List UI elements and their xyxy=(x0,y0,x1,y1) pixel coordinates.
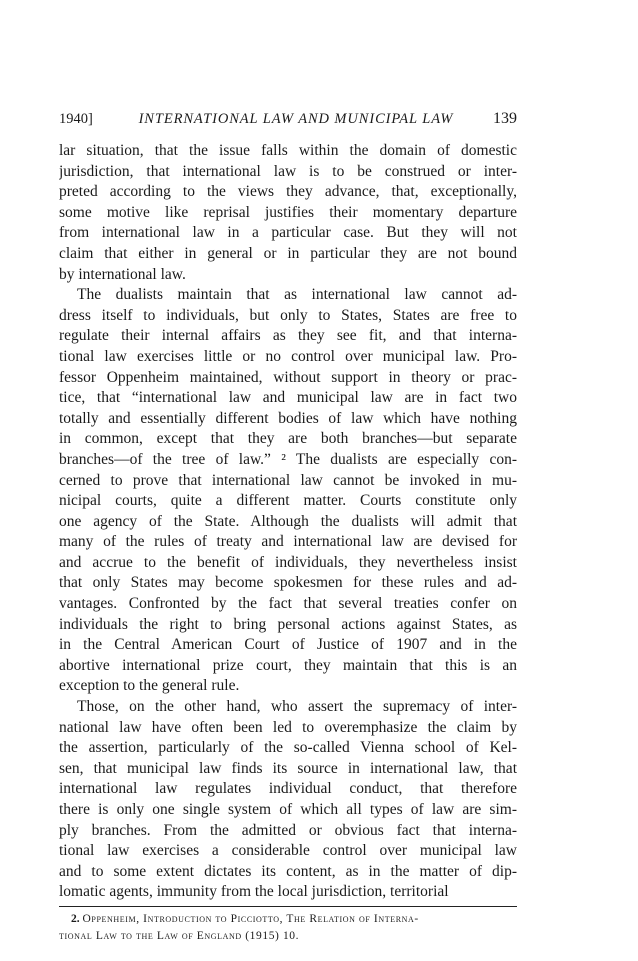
body-line: international law regulates individual conduct, that therefore xyxy=(59,780,517,798)
body-line: by international law. xyxy=(59,265,186,283)
body-line: jurisdiction, that international law is to be construed or inter- xyxy=(59,162,517,180)
body-line: branches—of the tree of law.” ² The dualists are especially con- xyxy=(59,450,517,468)
body-line: lar situation, that the issue falls within the domain of domestic xyxy=(59,142,517,159)
footnote-line-2 xyxy=(59,928,517,945)
body-line: there is only one single system of which all types of law are sim- xyxy=(59,801,517,818)
page-number: 139 xyxy=(493,110,517,127)
body-line: from international law in a particular case. But they will not xyxy=(59,224,517,242)
footnote-line-1 xyxy=(59,911,517,928)
body-line: preted according to the views they advance, that, exceptionally, xyxy=(59,183,517,201)
body-line: the assertion, particularly of the so-called Vienna school of Kel- xyxy=(59,739,517,757)
body-line: in common, except that they are both branches—but separate xyxy=(59,430,517,448)
body-line: dress itself to individuals, but only to States, States are free to xyxy=(59,306,517,324)
body-line: one agency of the State. Although the dualists will admit that xyxy=(59,512,517,530)
body-line: individuals the right to bring personal actions against States, as xyxy=(59,615,517,633)
page xyxy=(59,110,517,945)
body-line: national law have often been led to overemphasize the claim by xyxy=(59,718,517,736)
body-line: lomatic agents, immunity from the local jurisdiction, territorial xyxy=(59,883,449,901)
body-line: exception to the general rule. xyxy=(59,677,240,695)
body-line: and to some extent dictates its content, as in the matter of dip- xyxy=(59,862,517,880)
footnote-number: 2. xyxy=(71,912,80,925)
body-line: ply branches. From the admitted or obvious fact that interna- xyxy=(59,821,517,839)
body-line: and accrue to the benefit of individuals, they nevertheless insist xyxy=(59,553,517,571)
body-line: tional law exercises little or no control over municipal law. Pro- xyxy=(59,347,517,365)
footnote-divider xyxy=(59,906,517,907)
body-line: sen, that municipal law finds its source in international law, that xyxy=(59,759,517,777)
body-line: that only States may become spokesmen for these rules and ad- xyxy=(59,574,517,592)
header-title: INTERNATIONAL LAW AND MUNICIPAL LAW xyxy=(138,111,454,127)
body-line: nicipal courts, quite a different matter. Courts constitute only xyxy=(59,492,517,510)
body-line: vantages. Confronted by the fact that several treaties confer on xyxy=(59,595,517,613)
footnote xyxy=(59,911,517,945)
body-line: fessor Oppenheim maintained, without support in theory or prac- xyxy=(59,368,517,386)
body-line: totally and essentially different bodies of law which have nothing xyxy=(59,409,517,427)
running-head xyxy=(59,110,517,128)
body-line: Those, on the other hand, who assert the supremacy of inter- xyxy=(77,698,517,716)
body-line: abortive international prize court, they maintain that this is an xyxy=(59,656,517,674)
body-line: regulate their internal affairs as they see fit, and that interna- xyxy=(59,327,517,345)
body-line: some motive like reprisal justifies their momentary departure xyxy=(59,203,517,221)
body-text xyxy=(59,141,517,903)
header-year: 1940] xyxy=(59,111,93,127)
body-line: in the Central American Court of Justice of 1907 and in the xyxy=(59,636,517,654)
footnote-text-2: tional Law to the Law of England (1915) 10. xyxy=(59,929,300,942)
body-line: tional law exercises a considerable control over municipal law xyxy=(59,842,517,860)
body-line: tice, that “international law and municipal law are in fact two xyxy=(59,389,517,407)
body-line: cerned to prove that international law cannot be invoked in mu- xyxy=(59,471,517,489)
body-line: The dualists maintain that as international law cannot ad- xyxy=(77,286,517,304)
body-line: claim that either in general or in particular they are not bound xyxy=(59,244,517,262)
footnote-text-1: Oppenheim, Introduction to Picciotto, The Relation of Interna- xyxy=(82,912,419,925)
body-line: many of the rules of treaty and international law are devised for xyxy=(59,533,517,551)
